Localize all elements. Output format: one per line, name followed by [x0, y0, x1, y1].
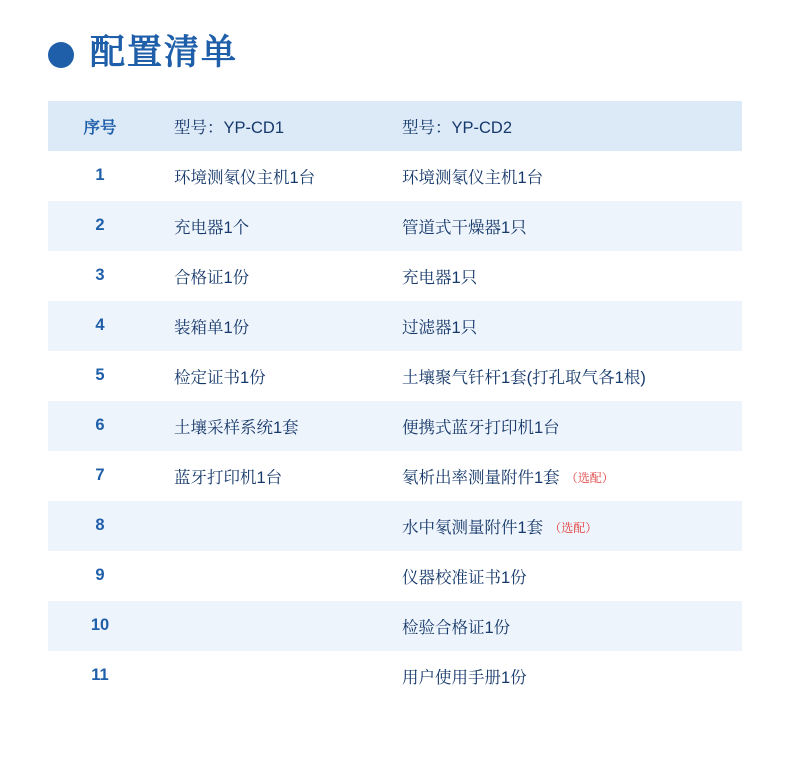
- cell-model-2: [380, 351, 742, 401]
- table-header: [48, 101, 742, 151]
- cell-model-2: [380, 551, 742, 601]
- cell-index: 10: [90, 616, 110, 634]
- cell-model-2-text: 环境测氡仪主机1台: [402, 168, 544, 187]
- configuration-table: [48, 101, 742, 701]
- cell-model-2-text: 水中氡测量附件1套: [402, 518, 544, 537]
- page-title-text: 配置清单: [90, 33, 239, 72]
- cell-index: 2: [95, 216, 105, 234]
- cell-model-2: [380, 301, 742, 351]
- cell-model-2-text: 充电器1只: [402, 268, 478, 287]
- table-row: [48, 151, 742, 201]
- table-row: [48, 501, 742, 551]
- cell-model-1: 合格证1份: [174, 268, 250, 287]
- table-row: [48, 401, 742, 451]
- table-row: [48, 351, 742, 401]
- column-header-index: 序号: [83, 118, 117, 137]
- table-row: [48, 551, 742, 601]
- table-row: [48, 201, 742, 251]
- cell-model-1: 充电器1个: [174, 218, 250, 237]
- bullet-icon: [48, 42, 74, 68]
- cell-model-2-text: 用户使用手册1份: [402, 668, 527, 687]
- cell-model-1: [152, 601, 380, 651]
- table-row: [48, 301, 742, 351]
- page-title: [0, 0, 790, 73]
- cell-model-2: [380, 451, 742, 501]
- configuration-table-wrapper: [48, 101, 742, 701]
- cell-model-1: 环境测氡仪主机1台: [174, 168, 316, 187]
- cell-model-2-text: 仪器校准证书1份: [402, 568, 527, 587]
- cell-model-1: [152, 651, 380, 701]
- cell-model-2-text: 便携式蓝牙打印机1台: [402, 418, 560, 437]
- table-header-row: [48, 101, 742, 151]
- cell-model-1: [152, 551, 380, 601]
- cell-index: 9: [95, 566, 105, 584]
- table-row: [48, 451, 742, 501]
- cell-index: 8: [95, 516, 105, 534]
- cell-model-1: 检定证书1份: [174, 368, 266, 387]
- cell-index: 5: [95, 366, 105, 384]
- column-header-model-2: 型号：YP-CD2: [402, 118, 513, 137]
- table-row: [48, 251, 742, 301]
- cell-model-2: [380, 651, 742, 701]
- cell-model-2: [380, 501, 742, 551]
- optional-note: （选配）: [565, 470, 614, 485]
- cell-model-1: 土壤采样系统1套: [174, 418, 299, 437]
- table-body: [48, 151, 742, 701]
- cell-model-2: [380, 201, 742, 251]
- cell-model-2-text: 土壤聚气钎杆1套(打孔取气各1根): [402, 368, 646, 387]
- table-row: [48, 601, 742, 651]
- cell-model-2-text: 检验合格证1份: [402, 618, 511, 637]
- cell-model-2: [380, 251, 742, 301]
- cell-model-1: 装箱单1份: [174, 318, 250, 337]
- cell-index: 3: [95, 266, 105, 284]
- cell-model-1: 蓝牙打印机1台: [174, 468, 283, 487]
- column-header-model-1: 型号：YP-CD1: [174, 118, 285, 137]
- cell-model-1: [152, 501, 380, 551]
- cell-model-2: [380, 401, 742, 451]
- cell-index: 1: [95, 166, 105, 184]
- cell-model-2: [380, 151, 742, 201]
- cell-index: 6: [95, 416, 105, 434]
- cell-model-2-text: 氡析出率测量附件1套: [402, 468, 560, 487]
- cell-index: 4: [95, 316, 105, 334]
- cell-model-2-text: 过滤器1只: [402, 318, 478, 337]
- table-row: [48, 651, 742, 701]
- cell-model-2: [380, 601, 742, 651]
- cell-index: 7: [95, 466, 105, 484]
- cell-model-2-text: 管道式干燥器1只: [402, 218, 527, 237]
- optional-note: （选配）: [549, 520, 598, 535]
- cell-index: 11: [91, 666, 109, 684]
